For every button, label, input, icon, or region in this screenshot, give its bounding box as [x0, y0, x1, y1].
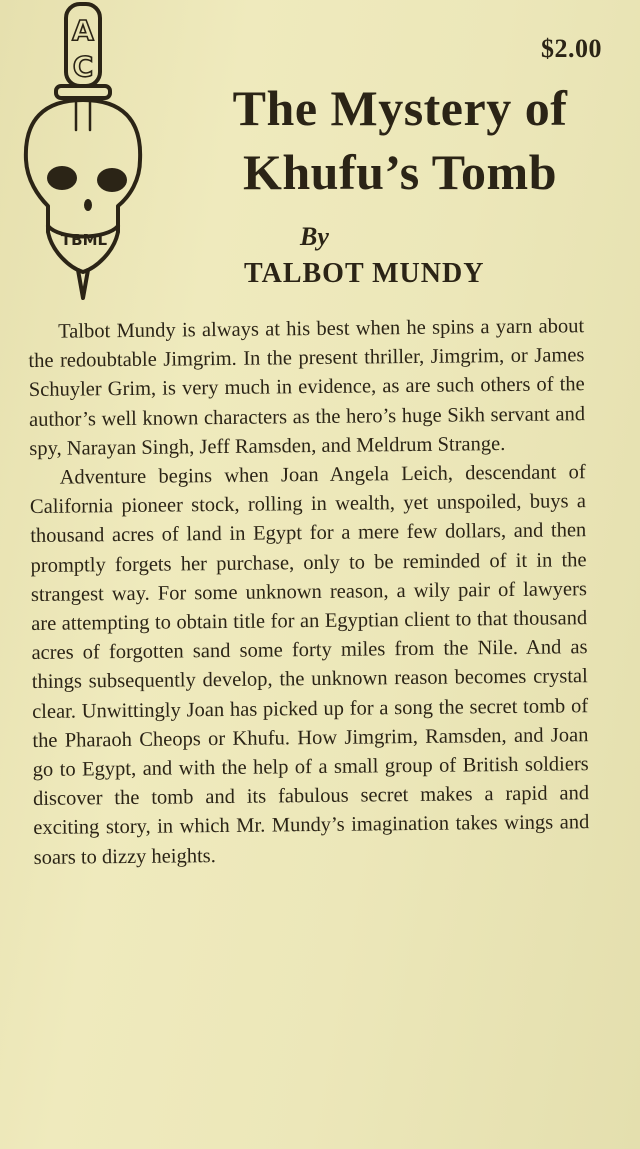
skull-right-eye-icon [97, 168, 127, 192]
logo-letter-a: A [72, 14, 94, 47]
author-name: TALBOT MUNDY [244, 258, 485, 289]
price-label: $2.00 [541, 34, 602, 63]
logo-letter-c: C [72, 50, 94, 83]
blurb-paragraph-2: Adventure begins when Joan Angela Leich, descendant of California pioneer stock, rolling in wealth, yet unspoiled, buys a thousand acres of land in Egypt for a mere few dollars, and then promptly forgets her purchase, only to be reminded of it in the strangest way. For some unknown reason, a wily pair of lawyers are attempting to obtain title for an Egyptian client to that thousand acres of forgotten sand some forty miles from the Nile. And as things subsequently develop, the unknown reason becomes crystal clear. Unwittingly Joan has picked up for a song the secret tomb of the Pharaoh Cheops or Khufu. How Jimgrim, Ramsden, and Joan go to Egypt, and with the help of a small group of British soldiers discover the tomb and its fabulous secret makes a rapid and exciting story, in which Mr. Mundy’s imagination takes wings and soars to dizzy heights. [29, 461, 590, 869]
logo-skull-letters: TBML [60, 231, 108, 249]
book-title [190, 76, 610, 204]
skull-dagger-logo [18, 0, 158, 305]
blurb-text [28, 312, 590, 873]
byline: By [300, 222, 329, 251]
skull-left-eye-icon [47, 166, 77, 190]
book-title-line-1: The Mystery of [232, 80, 568, 136]
blurb-paragraph-1: Talbot Mundy is always at his best when he spins a yarn about the redoubtable Jimgrim. In the present thriller, Jimgrim, or James Schuyler Grim, is very much in evidence, as are such others of the author’s well known characters as the hero’s huge Sikh servant and spy, Narayan Singh, Jeff Ramsden, and Meldrum Strange. [28, 315, 586, 460]
book-title-line-2: Khufu’s Tomb [242, 144, 558, 200]
